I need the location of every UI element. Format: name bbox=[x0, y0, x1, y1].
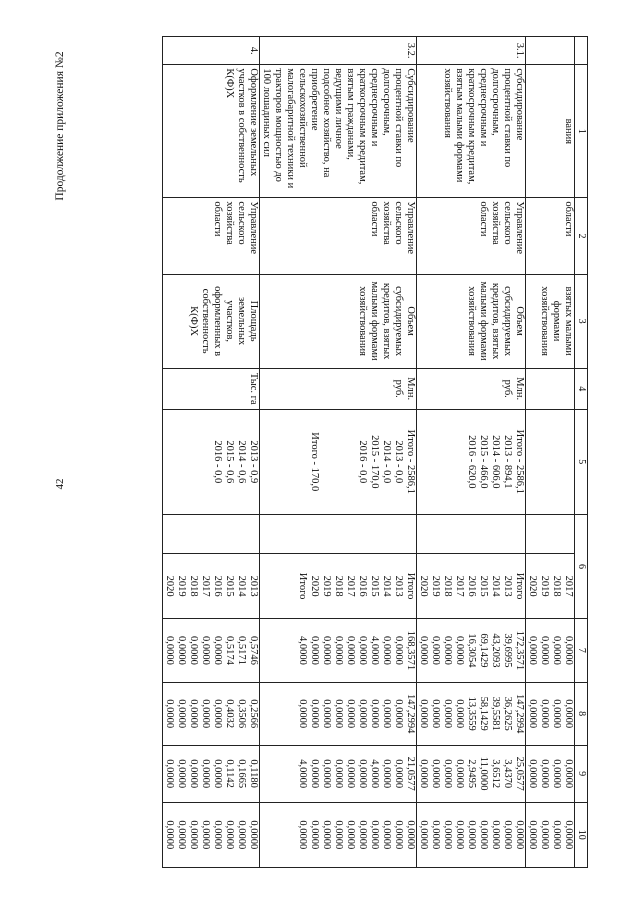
responsible: Управление сельского хозяйства области bbox=[163, 198, 260, 274]
table-row-3-1 bbox=[417, 37, 526, 868]
cell-value: Итого bbox=[514, 572, 525, 600]
cell-value: 0,0000 bbox=[212, 635, 223, 665]
cell-value: 0,0000 bbox=[466, 820, 477, 850]
cell-value: 2020 bbox=[309, 575, 320, 597]
cell-value: 0,0000 bbox=[539, 699, 550, 729]
cell-value: 4,0000 bbox=[369, 759, 380, 789]
col-header-1: 1 bbox=[575, 65, 588, 198]
cell-value: 2013 bbox=[502, 575, 513, 597]
cell-value: 11,0000 bbox=[478, 756, 489, 791]
cell-value: 0,0000 bbox=[454, 820, 465, 850]
cell-value: 0,0000 bbox=[430, 699, 441, 729]
cell-value: 0,0000 bbox=[345, 759, 356, 789]
values-col8 bbox=[417, 745, 526, 802]
responsible: области bbox=[526, 198, 575, 274]
cell-value: 25,0577 bbox=[514, 756, 525, 791]
cell-value: 0,0000 bbox=[478, 820, 489, 850]
cell-value: 3,4370 bbox=[502, 759, 513, 789]
cell-value: 0,0000 bbox=[551, 635, 562, 665]
cell-value: 0,0000 bbox=[309, 635, 320, 665]
cell-value: 2015 - 0,6 bbox=[224, 440, 235, 484]
cell-value: 0,0000 bbox=[309, 699, 320, 729]
cell-value: 2020 bbox=[164, 575, 175, 597]
cell-value: 0,0000 bbox=[236, 820, 247, 850]
values-col6 bbox=[260, 619, 417, 682]
cell-value: 0,0000 bbox=[514, 820, 525, 850]
cell-value: 2013 - 894,1 bbox=[502, 435, 513, 489]
col-header-0 bbox=[575, 37, 588, 65]
cell-value: 2014 - 606,0 bbox=[490, 435, 501, 489]
row-title: вания bbox=[526, 65, 575, 198]
cell-value: 36,2625 bbox=[502, 696, 513, 731]
spacer-cell bbox=[526, 514, 575, 553]
values-col10 bbox=[260, 802, 417, 868]
cell-value: 0,0000 bbox=[551, 820, 562, 850]
values-col6 bbox=[417, 619, 526, 682]
cell-value: 0,0000 bbox=[442, 699, 453, 729]
values-col7 bbox=[417, 682, 526, 745]
cell-value: 2017 bbox=[345, 575, 356, 597]
cell-value: 0,0000 bbox=[539, 820, 550, 850]
cell-value: 0,0000 bbox=[188, 759, 199, 789]
years-list bbox=[260, 553, 417, 618]
cell-value: 2019 bbox=[321, 575, 332, 597]
cell-value: 0,0000 bbox=[297, 699, 308, 729]
cell-value: 0,0000 bbox=[188, 820, 199, 850]
cell-value: 0,0000 bbox=[369, 699, 380, 729]
cell-value: 0,0000 bbox=[345, 635, 356, 665]
cell-value: 0,0000 bbox=[381, 699, 392, 729]
cell-value: 16,3054 bbox=[466, 633, 477, 668]
values-col10 bbox=[526, 802, 575, 868]
cell-value: 0,0000 bbox=[418, 820, 429, 850]
cell-value: 2020 bbox=[527, 575, 538, 597]
cell-value: 2,9495 bbox=[466, 759, 477, 789]
cell-value: 21,0577 bbox=[405, 756, 416, 791]
cell-value: 0,0000 bbox=[164, 820, 175, 850]
cell-value: 3,6512 bbox=[490, 759, 501, 789]
cell-value: 0,0000 bbox=[527, 820, 538, 850]
cell-value: 0,0000 bbox=[321, 759, 332, 789]
col-header-9: 9 bbox=[575, 745, 588, 802]
cell-value: 2018 bbox=[188, 575, 199, 597]
cell-value: 0,0000 bbox=[539, 635, 550, 665]
cell-value: 2015 bbox=[478, 575, 489, 597]
cell-value: 0,5174 bbox=[224, 635, 235, 665]
cell-value: Итого bbox=[405, 572, 416, 600]
cell-value: 0,0000 bbox=[176, 820, 187, 850]
cell-value: 58,1429 bbox=[478, 696, 489, 731]
years-list bbox=[526, 553, 575, 618]
unit bbox=[526, 368, 575, 409]
cell-value: 0,0000 bbox=[430, 635, 441, 665]
row-number: 3.1. bbox=[417, 37, 526, 65]
funding-list bbox=[356, 413, 416, 511]
cell-value: 4,0000 bbox=[369, 635, 380, 665]
spacer-cell bbox=[260, 514, 417, 553]
values-col7 bbox=[260, 682, 417, 745]
funding bbox=[260, 409, 417, 514]
cell-value: 0,0000 bbox=[563, 699, 574, 729]
cell-value: 0,0000 bbox=[418, 759, 429, 789]
cell-value: 172,3571 bbox=[514, 630, 525, 671]
cell-value: 4,0000 bbox=[297, 759, 308, 789]
col-header-5: 5 bbox=[575, 409, 588, 514]
responsible: Управление сельского хозяйства области bbox=[260, 198, 417, 274]
cell-value: 0,0000 bbox=[551, 759, 562, 789]
cell-value: 0,0000 bbox=[224, 820, 235, 850]
col-header-7: 7 bbox=[575, 619, 588, 682]
cell-value: 2013 - 0,9 bbox=[248, 440, 259, 484]
funding bbox=[163, 409, 260, 514]
spacer-cell bbox=[163, 514, 260, 553]
cell-value: 2018 bbox=[442, 575, 453, 597]
cell-value: 2016 - 0,0 bbox=[357, 440, 368, 484]
cell-value: 0,0000 bbox=[248, 820, 259, 850]
cell-value: 0,0000 bbox=[430, 759, 441, 789]
cell-value: 43,2093 bbox=[490, 633, 501, 668]
cell-value: 0,0000 bbox=[393, 699, 404, 729]
funding bbox=[417, 409, 526, 514]
cell-value: 0,0000 bbox=[200, 699, 211, 729]
years-list bbox=[163, 553, 260, 618]
cell-value: 0,3506 bbox=[236, 699, 247, 729]
cell-value: 0,0000 bbox=[454, 635, 465, 665]
cell-value: 2014 - 0,6 bbox=[236, 440, 247, 484]
cell-value: 0,0000 bbox=[490, 820, 501, 850]
cell-value: 0,0000 bbox=[357, 759, 368, 789]
table-row-continuation bbox=[526, 37, 575, 868]
cell-value: 0,0000 bbox=[200, 820, 211, 850]
cell-value: 0,0000 bbox=[333, 699, 344, 729]
cell-value: 4,0000 bbox=[297, 635, 308, 665]
cell-value: 0,0000 bbox=[309, 820, 320, 850]
values-col8 bbox=[526, 745, 575, 802]
indicator: Объем субсидируемых кредитов, взятых малыми формами хозяйствования bbox=[260, 274, 417, 368]
cell-value: 0,0000 bbox=[357, 635, 368, 665]
cell-value: 0,0000 bbox=[345, 699, 356, 729]
cell-value: 0,0000 bbox=[188, 699, 199, 729]
values-col6 bbox=[163, 619, 260, 682]
cell-value: Итого bbox=[297, 572, 308, 600]
rotated-table-container bbox=[108, 36, 588, 868]
cell-value: 2016 bbox=[212, 575, 223, 597]
cell-value: 0,0000 bbox=[164, 635, 175, 665]
funding bbox=[526, 409, 575, 514]
cell-value: 0,0000 bbox=[369, 820, 380, 850]
cell-value: 0,0000 bbox=[563, 759, 574, 789]
cell-value: 0,0000 bbox=[333, 820, 344, 850]
cell-value: Итого - 2586,1 bbox=[405, 429, 416, 494]
cell-value: 0,5746 bbox=[248, 635, 259, 665]
cell-value: 0,0000 bbox=[297, 820, 308, 850]
funding-total: Итого - 170,0 bbox=[309, 432, 320, 492]
cell-value: 2014 - 0,0 bbox=[381, 440, 392, 484]
cell-value: 2019 bbox=[430, 575, 441, 597]
cell-value: 2018 bbox=[551, 575, 562, 597]
cell-value: 0,0000 bbox=[321, 820, 332, 850]
cell-value: 0,0000 bbox=[333, 759, 344, 789]
cell-value: 69,1429 bbox=[478, 633, 489, 668]
row-number: 3.2. bbox=[260, 37, 417, 65]
cell-value: 0,0000 bbox=[381, 635, 392, 665]
cell-value: 0,0000 bbox=[212, 759, 223, 789]
continuation-title: Продолжение приложения №2 bbox=[54, 51, 66, 201]
cell-value: 2018 bbox=[333, 575, 344, 597]
cell-value: 0,0000 bbox=[442, 635, 453, 665]
cell-value: 13,3559 bbox=[466, 696, 477, 731]
unit: Млн. руб. bbox=[417, 368, 526, 409]
cell-value: 147,2994 bbox=[514, 693, 525, 734]
cell-value: 0,0000 bbox=[164, 699, 175, 729]
cell-value: Итого - 2586,1 bbox=[514, 429, 525, 494]
cell-value: 0,4032 bbox=[224, 699, 235, 729]
values-col7 bbox=[163, 682, 260, 745]
col-header-3: 3 bbox=[575, 274, 588, 368]
cell-value: 2017 bbox=[454, 575, 465, 597]
cell-value: 2019 bbox=[176, 575, 187, 597]
cell-value: 0,0000 bbox=[527, 635, 538, 665]
page-number: 42 bbox=[54, 478, 66, 490]
cell-value: 0,0000 bbox=[345, 820, 356, 850]
cell-value: 0,0000 bbox=[454, 759, 465, 789]
values-col8 bbox=[260, 745, 417, 802]
cell-value: 2014 bbox=[236, 575, 247, 597]
cell-value: 0,0000 bbox=[212, 820, 223, 850]
cell-value: 0,0000 bbox=[164, 759, 175, 789]
cell-value: 39,5581 bbox=[490, 696, 501, 731]
cell-value: 2015 - 170,0 bbox=[369, 435, 380, 489]
cell-value: 0,1665 bbox=[236, 759, 247, 789]
cell-value: 0,0000 bbox=[442, 820, 453, 850]
cell-value: 0,0000 bbox=[357, 699, 368, 729]
unit: Млн. руб. bbox=[260, 368, 417, 409]
cell-value: 0,0000 bbox=[176, 635, 187, 665]
cell-value: 2013 bbox=[248, 575, 259, 597]
cell-value: 2014 bbox=[381, 575, 392, 597]
cell-value: 2016 bbox=[466, 575, 477, 597]
cell-value: 0,1180 bbox=[248, 759, 259, 788]
col-header-8: 8 bbox=[575, 682, 588, 745]
row-title: Субсидирование процентной ставки по долгосрочным, среднесрочным и краткосрочным кредитам, взятым гражданами, ведущими личное подсобное хозяйство, на приобретение сельскохозяйственной малогабаритной техники и тракторов мощностью до 100 лошадиных сил bbox=[260, 65, 417, 198]
values-col6 bbox=[526, 619, 575, 682]
values-col10 bbox=[163, 802, 260, 868]
cell-value: 0,0000 bbox=[502, 820, 513, 850]
cell-value: 0,0000 bbox=[527, 699, 538, 729]
cell-value: 39,6995 bbox=[502, 633, 513, 668]
cell-value: 0,1142 bbox=[224, 759, 235, 788]
indicator: Площадь земельных участков, оформленных в собственность К(Ф)Х bbox=[163, 274, 260, 368]
cell-value: 0,0000 bbox=[381, 759, 392, 789]
cell-value: 2015 bbox=[369, 575, 380, 597]
table-row-3-2 bbox=[260, 37, 417, 868]
cell-value: 0,0000 bbox=[418, 699, 429, 729]
years-list bbox=[417, 553, 526, 618]
col-header-10: 10 bbox=[575, 802, 588, 868]
cell-value: 2017 bbox=[200, 575, 211, 597]
cell-value: 0,0000 bbox=[551, 699, 562, 729]
cell-value: 0,0000 bbox=[321, 699, 332, 729]
cell-value: 0,0000 bbox=[527, 759, 538, 789]
cell-value: 2020 bbox=[418, 575, 429, 597]
cell-value: 0,0000 bbox=[309, 759, 320, 789]
col-header-6: 6 bbox=[575, 514, 588, 619]
cell-value: 0,0000 bbox=[381, 820, 392, 850]
cell-value: 0,2566 bbox=[248, 699, 259, 729]
col-header-2: 2 bbox=[575, 198, 588, 274]
row-number bbox=[526, 37, 575, 65]
values-col8 bbox=[163, 745, 260, 802]
program-table bbox=[162, 36, 588, 868]
values-col10 bbox=[417, 802, 526, 868]
cell-value: 2015 bbox=[224, 575, 235, 597]
cell-value: 0,0000 bbox=[563, 635, 574, 665]
cell-value: 2019 bbox=[539, 575, 550, 597]
cell-value: 2013 - 0,0 bbox=[393, 440, 404, 484]
cell-value: 2016 - 0,0 bbox=[212, 440, 223, 484]
cell-value: 2015 - 466,0 bbox=[478, 435, 489, 489]
indicator: Объем субсидируемых кредитов, взятых малыми формами хозяйствования bbox=[417, 274, 526, 368]
cell-value: 0,0000 bbox=[333, 635, 344, 665]
values-col7 bbox=[526, 682, 575, 745]
cell-value: 0,0000 bbox=[418, 635, 429, 665]
cell-value: 0,0000 bbox=[539, 759, 550, 789]
cell-value: 0,0000 bbox=[454, 699, 465, 729]
cell-value: 2016 - 620,0 bbox=[466, 435, 477, 489]
row-title: субсидирование процентной ставки по долгосрочным, среднесрочным и краткосрочным кредитам, взятым малыми формами хозяйствования bbox=[417, 65, 526, 198]
cell-value: 2017 bbox=[563, 575, 574, 597]
cell-value: 0,0000 bbox=[393, 635, 404, 665]
responsible: Управление сельского хозяйства области bbox=[417, 198, 526, 274]
table-row-4 bbox=[163, 37, 260, 868]
row-number: 4. bbox=[163, 37, 260, 65]
cell-value: 0,0000 bbox=[200, 759, 211, 789]
col-header-4: 4 bbox=[575, 368, 588, 409]
cell-value: 0,0000 bbox=[357, 820, 368, 850]
cell-value: 0,5171 bbox=[236, 635, 247, 665]
cell-value: 0,0000 bbox=[563, 820, 574, 850]
indicator: взятых малыми формами хозяйствования bbox=[526, 274, 575, 368]
cell-value: 0,0000 bbox=[393, 759, 404, 789]
cell-value: 0,0000 bbox=[321, 635, 332, 665]
cell-value: 147,2994 bbox=[405, 693, 416, 734]
cell-value: 0,0000 bbox=[430, 820, 441, 850]
cell-value: 0,0000 bbox=[200, 635, 211, 665]
cell-value: 0,0000 bbox=[176, 699, 187, 729]
cell-value: 0,0000 bbox=[212, 699, 223, 729]
unit: Тыс. га bbox=[163, 368, 260, 409]
cell-value: 0,0000 bbox=[442, 759, 453, 789]
cell-value: 0,0000 bbox=[405, 820, 416, 850]
header-row bbox=[575, 37, 588, 868]
row-title: Оформление земельных участков в собственность К(Ф)Х bbox=[163, 65, 260, 198]
cell-value: 0,0000 bbox=[188, 635, 199, 665]
cell-value: 0,0000 bbox=[393, 820, 404, 850]
cell-value: 168,3571 bbox=[405, 630, 416, 671]
cell-value: 0,0000 bbox=[176, 759, 187, 789]
cell-value: 2013 bbox=[393, 575, 404, 597]
cell-value: 2014 bbox=[490, 575, 501, 597]
cell-value: 2016 bbox=[357, 575, 368, 597]
spacer-cell bbox=[417, 514, 526, 553]
